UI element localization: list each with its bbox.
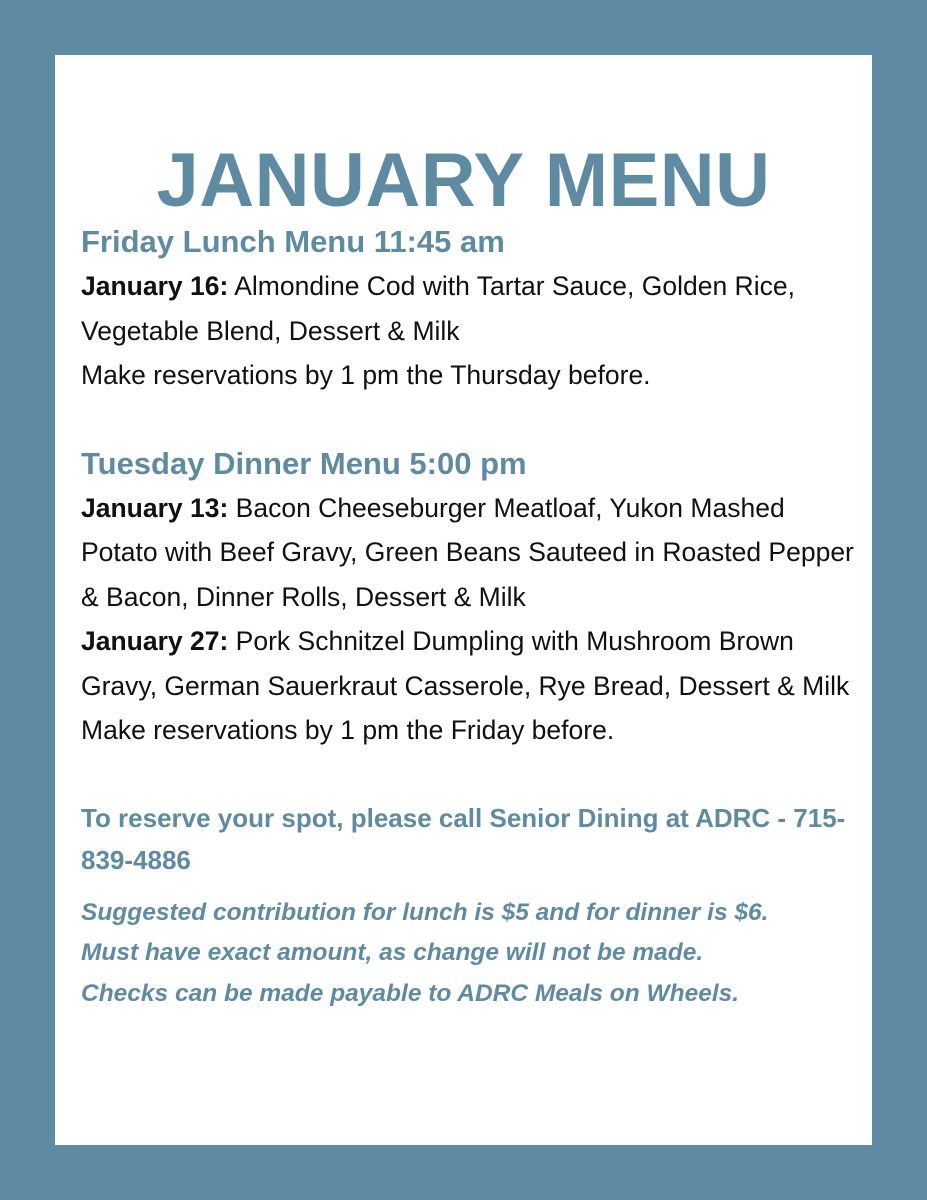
checks-note: Checks can be made payable to ADRC Meals on Wheels.	[81, 979, 740, 1007]
contribution-notes	[81, 893, 861, 1015]
menu-card	[55, 55, 872, 1145]
dinner-item-date: January 27:	[81, 626, 229, 656]
dinner-item	[81, 619, 861, 708]
lunch-item-date: January 16:	[81, 271, 229, 301]
section-spacer	[81, 753, 861, 797]
dinner-item-date: January 13:	[81, 492, 229, 523]
dinner-item-text: Pork Schnitzel Dumpling with Mushroom Brown Gravy, German Sauerkraut Casserole, Rye Bread, Dessert & Milk	[81, 626, 850, 701]
dinner-heading: Tuesday Dinner Menu 5:00 pm	[81, 445, 527, 481]
dinner-section	[81, 442, 861, 753]
contact-spacer	[81, 881, 861, 893]
lunch-section	[81, 220, 861, 398]
dinner-item	[81, 486, 861, 620]
dinner-reservation-note: Make reservations by 1 pm the Friday before.	[81, 715, 615, 745]
lunch-item-text: Almondine Cod with Tartar Sauce, Golden Rice, Vegetable Blend, Dessert & Milk	[81, 271, 795, 346]
contact-info: To reserve your spot, please call Senior Dining at ADRC - 715-839-4886	[81, 802, 846, 875]
menu-content	[81, 220, 861, 1014]
section-spacer	[81, 398, 861, 442]
exact-amount-note: Must have exact amount, as change will not be made.	[81, 939, 704, 966]
lunch-heading: Friday Lunch Menu 11:45 am	[81, 224, 505, 259]
page-title: JANUARY MENU	[156, 138, 771, 223]
contribution-note: Suggested contribution for lunch is $5 and for dinner is $6.	[81, 898, 769, 926]
lunch-item	[81, 264, 861, 353]
lunch-reservation-note: Make reservations by 1 pm the Thursday before.	[81, 360, 651, 390]
dinner-item-text: Bacon Cheeseburger Meatloaf, Yukon Mashed Potato with Beef Gravy, Green Beans Sauteed in Roasted Pepper & Bacon, Dinner Rolls, Dessert & Milk	[81, 492, 854, 612]
